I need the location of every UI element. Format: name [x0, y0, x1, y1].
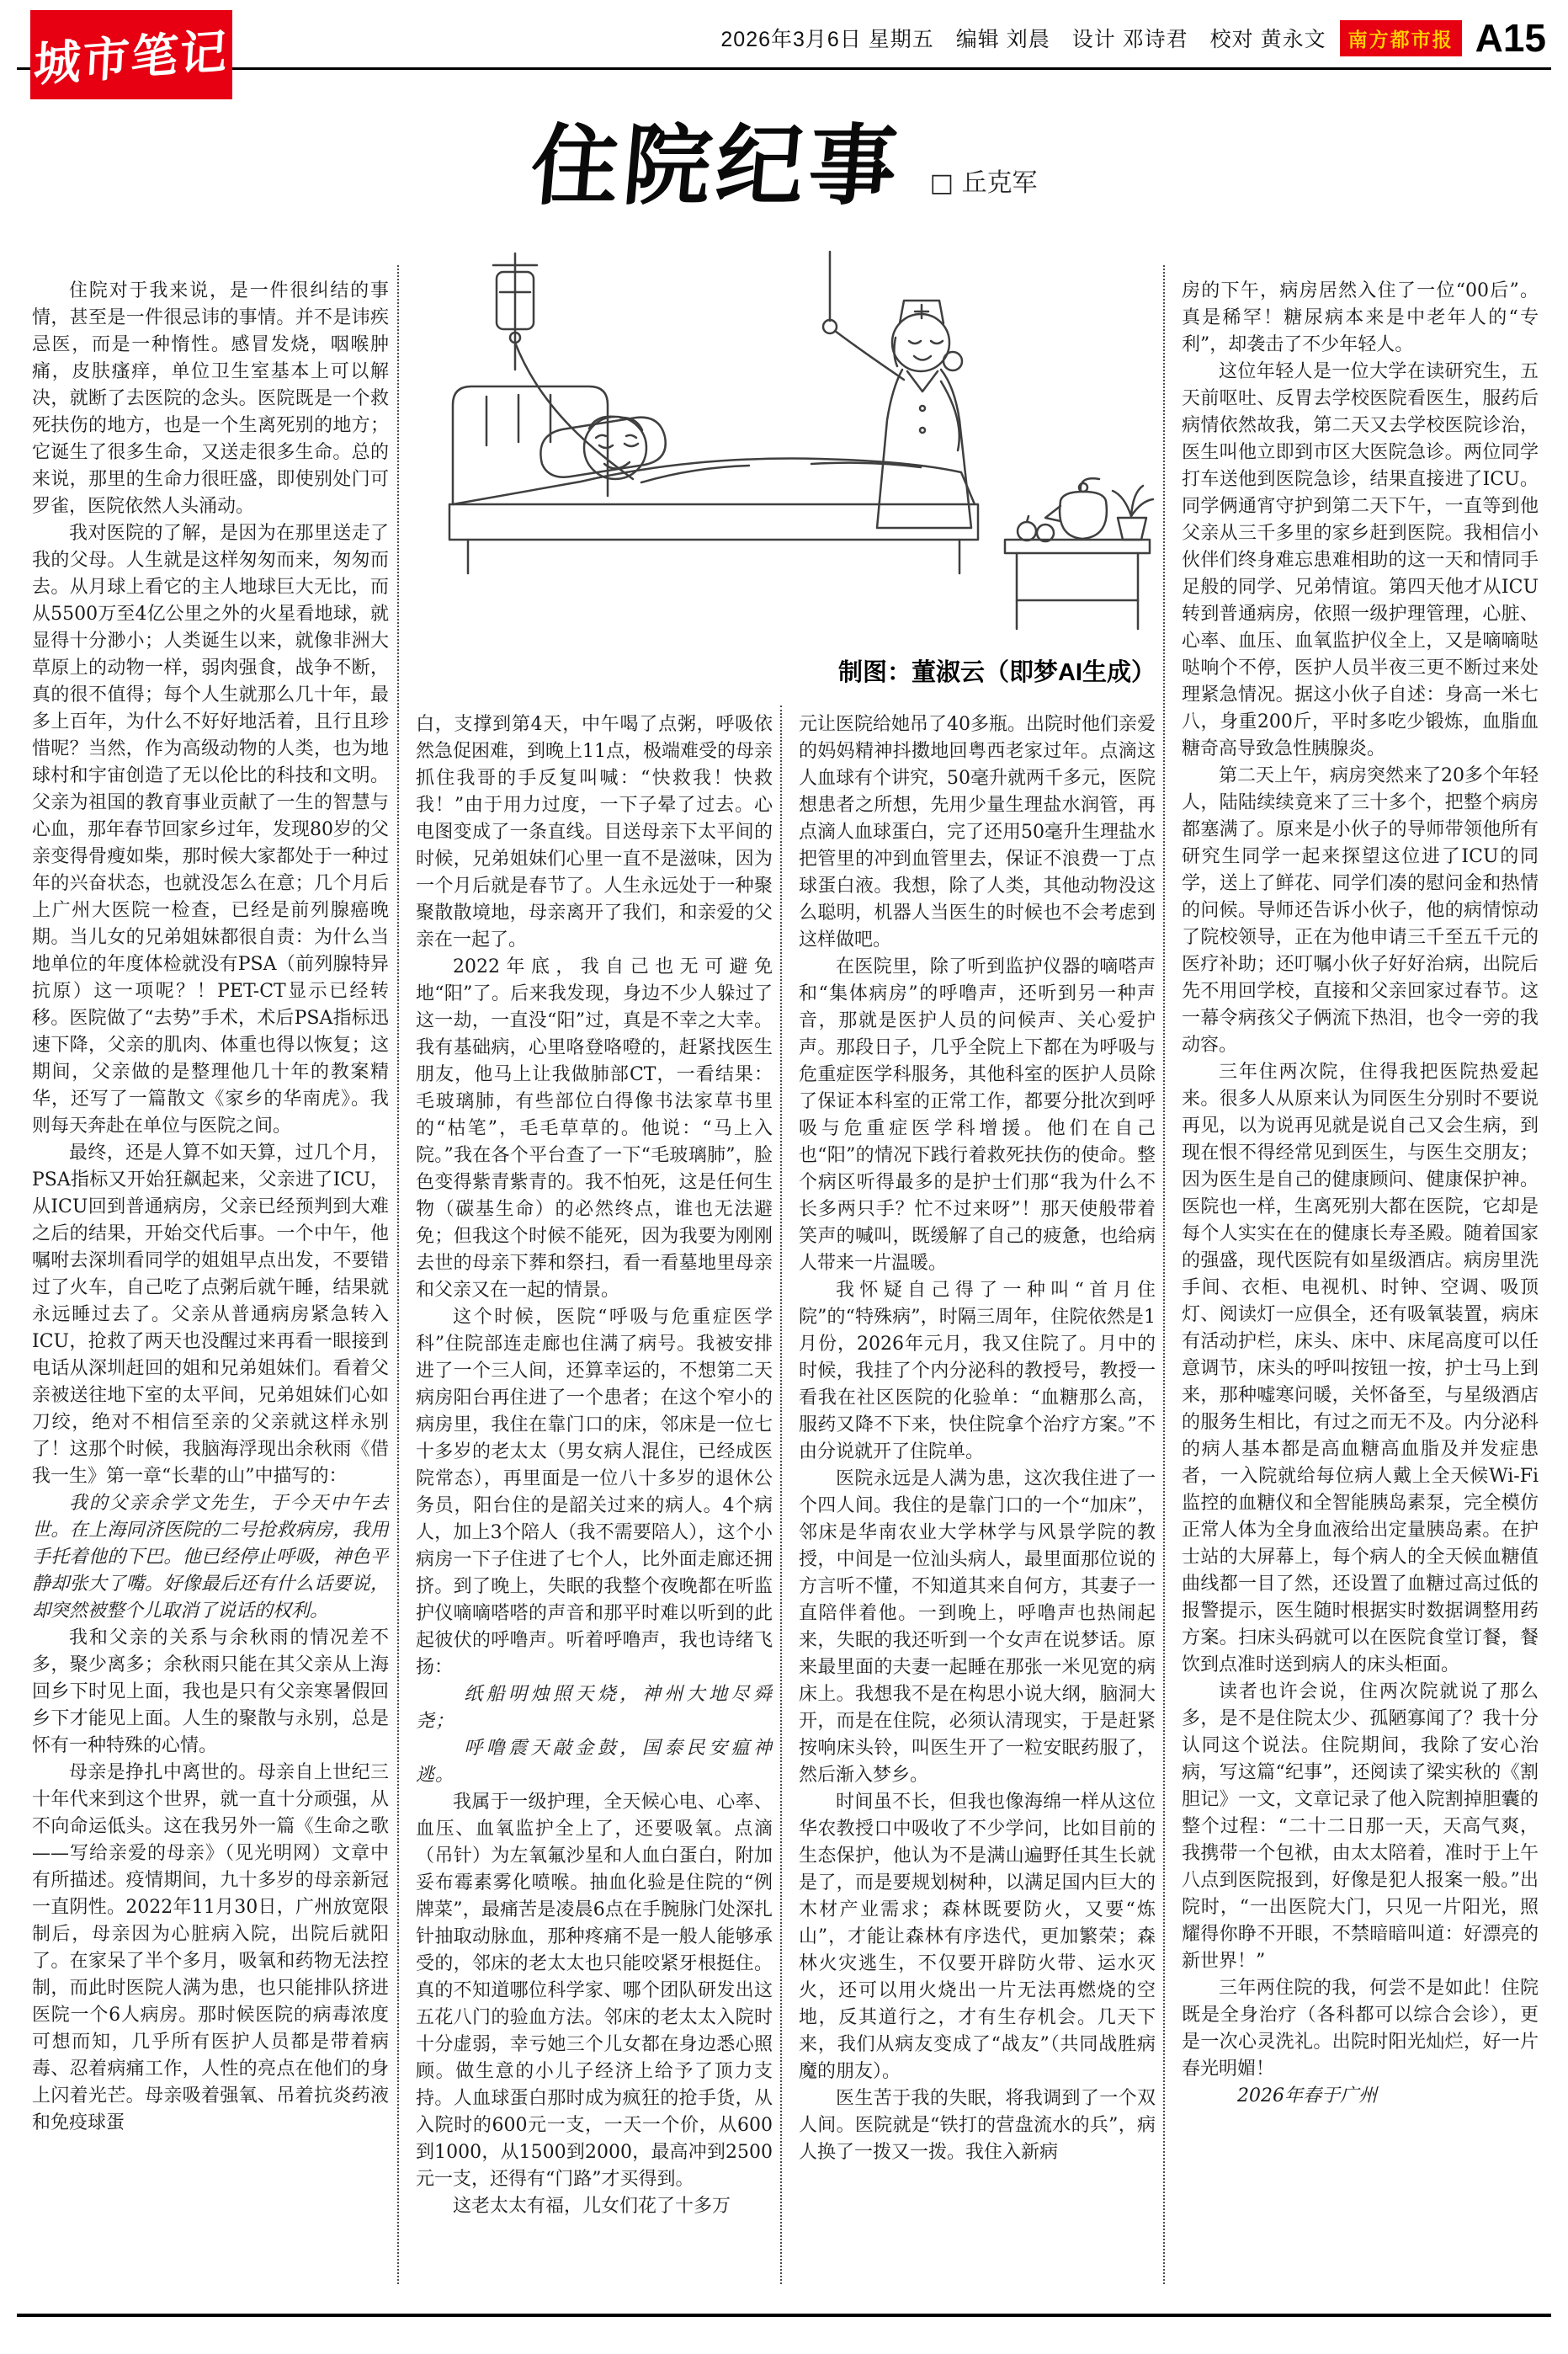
- article-paragraph: 我的父亲余学文先生，于今天中午去世。在上海同济医院的二号抢救病房，我用手托着他的下巴。他已经停止呼吸，神色平静却张大了嘴。好像最后还有什么话要说，却突然被整个儿取消了说话的权利。: [32, 1493, 389, 1622]
- article-paragraph: 母亲是挣扎中离世的。母亲自上世纪三十年代来到这个世界，就一直十分顽强，从不向命运低头。这在我另外一篇《生命之歌——写给亲爱的母亲》（见光明网）文章中有所描述。疫情期间，九十多岁的母亲新冠一直阴性。2022年11月30日，广州放宽限制后，母亲因为心脏病入院，出院后就阳了。在家呆了半个多月，吸氧和药物无法控制，而此时医院人满为患，也只能排队挤进医院一个6人病房。那时候医院的病毒浓度可想而知，几乎所有医护人员都是带着病毒、忍着病痛工作，人性的亮点在他们的身上闪着光芒。母亲吸着强氧、吊着抗炎药液和免疫球蛋: [32, 1762, 389, 2133]
- page-number: A15: [1475, 16, 1546, 60]
- hospital-illustration: [416, 242, 1156, 640]
- article-paragraph: 这个时候，医院“呼吸与危重症医学科”住院部连走廊也住满了病号。我被安排进了一个三人间，还算幸运的，不想第二天病房阳台再住进了一个患者；在这个窄小的病房里，我住在靠门口的床，邻床是一位七十多岁的老太太（男女病人混住，已经成医院常态），再里面是一位八十多岁的退休公务员，阳台住的是韶关过来的病人。4个病人，加上3个陪人（我不需要陪人），这个小病房一下子住进了七个人，比外面走廊还拥挤。到了晚上，失眠的我整个夜晚都在听监护仪嘀嘀嗒嗒的声音和那平时难以听到的此起彼伏的呼噜声。听着呼噜声，我也诗绪飞扬：: [416, 1307, 773, 1678]
- text-column-1: [32, 278, 389, 2294]
- article-paragraph: 房的下午，病房居然入住了一位“00后”。真是稀罕！糖尿病本来是中老年人的“专利”，却袭击了不少年轻人。: [1182, 280, 1539, 355]
- header-meta: [720, 16, 1546, 60]
- article-paragraph: 2026年春于广州: [1237, 2085, 1377, 2106]
- column-separator-2: [780, 706, 782, 2284]
- article-paragraph: 在医院里，除了听到监护仪器的嘀嗒声和“集体病房”的呼噜声，还听到另一种声音，那就是医护人员的问候声、关心爱护声。那段日子，几乎全院上下都在为呼吸与危重症医学科服务，其他科室的医护人员除了保证本科室的正常工作，都要分批次到呼吸与危重症医学科增援。他们在自己也“阳”的情况下践行着救死扶伤的使命。整个病区听得最多的是护士们那“我为什么不长多两只手？忙不过来呀”！那天使般带着笑声的喊叫，既缓解了自己的疲惫，也给病人带来一片温暖。: [799, 956, 1156, 1274]
- article-paragraph: 纸船明烛照天烧，神州大地尽舜尧；: [416, 1684, 773, 1732]
- article-title: 住院纪事: [526, 118, 906, 216]
- article-paragraph: 呼噜震天敲金鼓，国泰民安瘟神逃。: [416, 1738, 773, 1786]
- article-paragraph: 元让医院给她吊了40多瓶。出院时他们亲爱的妈妈精神抖擞地回粤西老家过年。点滴这人血球有个讲究，50毫升就两千多元，医院想患者之所想，先用少量生理盐水润管，再点滴人血球蛋白，完了还用50毫升生理盐水把管里的冲到血管里去，保证不浪费一丁点球蛋白液。我想，除了人类，其他动物没这么聪明，机器人当医生的时候也不会考虑到这样做吧。: [799, 714, 1156, 951]
- article-paragraph: 医生苦于我的失眠，将我调到了一个双人间。医院就是“铁打的营盘流水的兵”，病人换了一拨又一拨。我住入新病: [799, 2088, 1156, 2163]
- footer-divider: [17, 2314, 1551, 2317]
- date-editors-line: 2026年3月6日 星期五 编辑 刘晨 设计 邓诗君 校对 黄永文: [720, 28, 1326, 51]
- article-paragraph: 我怀疑自己得了一种叫“首月住院”的“特殊病”，时隔三周年，住院依然是1月份，2026年元月，我又住院了。月中的时候，我挂了个内分泌科的教授号，教授一看我在社区医院的化验单：“血糖那么高，服药又降不下来，快住院拿个治疗方案。”不由分说就开了住院单。: [799, 1280, 1156, 1462]
- hospital-line-art-svg: [416, 242, 1156, 640]
- article-paragraph: 我和父亲的关系与余秋雨的情况差不多，聚少离多；余秋雨只能在其父亲从上海回乡下时见上面，我也是只有父亲寒暑假回乡下才能见上面。人生的聚散与永别，总是怀有一种特殊的心情。: [32, 1627, 389, 1756]
- article-paragraph: 时间虽不长，但我也像海绵一样从这位华农教授口中吸收了不少学问，比如目前的生态保护，他认为不是满山遍野任其生长就是了，而是要规划树种，以满足国内巨大的木材产业需求；森林既要防火，又要“炼山”，才能让森林有序迭代，更加繁荣；森林火灾逃生，不仅要开辟防火带、运水灭火，还可以用火烧出一片无法再燃烧的空地，反其道行之，才有生存机会。几天下来，我们从病友变成了“战友”（共同战胜病魔的朋友）。: [799, 1792, 1156, 2082]
- section-title: 城市笔记: [32, 24, 231, 92]
- article-paragraph: 读者也许会说，住两次院就说了那么多，是不是住院太少、孤陋寡闻了？我十分认同这个说法。住院期间，我除了安心治病，写这篇“纪事”，还阅读了梁实秋的《割胆记》一文，文章记录了他入院割掉胆囊的整个过程：“二十二日那一天，天高气爽，我携带一个包袱，由太太陪着，准时于上午八点到医院报到，好像是犯人报案一般。”出院时，“一出医院大门，只见一片阳光，照耀得你睁不开眼，不禁暗暗叫道：好漂亮的新世界！”: [1182, 1681, 1539, 1972]
- article-byline: □ 丘克军: [929, 168, 1038, 198]
- article-paragraph: 这位年轻人是一位大学在读研究生，五天前呕吐、反胃去学校医院看医生，服药后病情依然故我，第二天又去学校医院诊治，医生叫他立即到市区大医院急诊。两位同学打车送他到医院急诊，结果直接进了ICU。同学俩通宵守护到第二天下午，一直等到他父亲从三千多里的家乡赶到医院。我相信小伙伴们终身难忘患难相助的这一天和情同手足般的同学、兄弟情谊。第四天他才从ICU转到普通病房，依照一级护理管理，心脏、心率、血压、血氧监护仪全上，又是嘀嘀哒哒响个不停，医护人员半夜三更不断过来处理紧急情况。据这小伙子自述：身高一米七八，身重200斤，平时多吃少锻炼，血脂血糖奇高导致急性胰腺炎。: [1182, 361, 1539, 759]
- column-separator-1: [397, 265, 399, 2284]
- article-paragraph: 我对医院的了解，是因为在那里送走了我的父母。人生就是这样匆匆而来，匆匆而去。从月球上看它的主人地球巨大无比，而从5500万至4亿公里之外的火星看地球，就显得十分渺小；人类诞生以来，就像非洲大草原上的动物一样，弱肉强食，战争不断，真的很不值得；每个人生就那么几十年，最多上百年，为什么不好好地活着，且行且珍惜呢？当然，作为高级动物的人类，也为地球村和宇宙创造了无以伦比的科技和文明。父亲为祖国的教育事业贡献了一生的智慧与心血，那年春节回家乡过年，发现80岁的父亲变得骨瘦如柴，那时候大家都处于一种过年的兴奋状态，也就没怎么在意；几个月后上广州大医院一检查，已经是前列腺癌晚期。当儿女的兄弟姐妹都很自责：为什么当地单位的年度体检就没有PSA（前列腺特异抗原）这一项呢？！PET-CT显示已经转移。医院做了“去势”手术，术后PSA指标迅速下降，父亲的肌肉、体重也得以恢复；这期间，父亲做的是整理他几十年的教案精华，还写了一篇散文《家乡的华南虎》。我则每天奔赴在单位与医院之间。: [32, 523, 389, 1137]
- article-paragraph: 最终，还是人算不如天算，过几个月，PSA指标又开始狂飙起来，父亲进了ICU，从ICU回到普通病房，父亲已经预判到大难之后的结果，开始交代后事。一个中午，他嘱咐去深圳看同学的姐姐早点出发，不要错过了火车，自己吃了点粥后就午睡，结果就永远睡过去了。父亲从普通病房紧急转入ICU，抢救了两天也没醒过来再看一眼接到电话从深圳赶回的姐和兄弟姐妹们。看着父亲被送往地下室的太平间，兄弟姐妹们心如刀绞，绝对不相信至亲的父亲就这样永别了！这那个时候，我脑海浮现出余秋雨《借我一生》第一章“长辈的山”中描写的：: [32, 1142, 389, 1487]
- article-paragraph: 2022年底，我自己也无可避免地“阳”了。后来我发现，身边不少人躲过了这一劫，一直没“阳”过，真是不幸之大幸。我有基础病，心里咯登咯噔的，赶紧找医生朋友，他马上让我做肺部CT，一看结果：毛玻璃肺，有些部位白得像书法家草书里的“枯笔”，毛毛草草的。他说：“马上入院。”我在各个平台查了一下“毛玻璃肺”，脸色变得紫青紫青的。我不怕死，这是任何生物（碳基生命）的必然终点，谁也无法避免；但我这个时候不能死，因为我要为刚刚去世的母亲下葬和祭扫，看一看墓地里母亲和父亲又在一起的情景。: [416, 956, 773, 1301]
- article-paragraph: 三年两住院的我，何尝不是如此！住院既是全身治疗（各科都可以综合会诊），更是一次心灵洗礼。出院时阳光灿烂，好一片春光明媚！: [1182, 1978, 1539, 2080]
- text-column-4: [1182, 278, 1539, 2294]
- article-paragraph: 住院对于我来说，是一件很纠结的事情，甚至是一件很忌讳的事情。并不是讳疾忌医，而是一种惰性。感冒发烧，咽喉肿痛，皮肤瘙痒，单位卫生室基本上可以解决，就断了去医院的念头。医院既是一个救死扶伤的地方，也是一个生离死别的地方；它诞生了很多生命，又送走很多生命。总的来说，那里的生命力很旺盛，即使别处门可罗雀，医院依然人头涌动。: [32, 280, 389, 517]
- title-block: [0, 118, 1568, 216]
- article-paragraph: 医院永远是人满为患，这次我住进了一个四人间。我住的是靠门口的一个“加床”，邻床是华南农业大学林学与风景学院的教授，中间是一位汕头病人，最里面那位说的方言听不懂，不知道其来自何方，其妻子一直陪伴着他。一到晚上，呼噜声也热闹起来，失眠的我还听到一个女声在说梦话。原来最里面的夫妻一起睡在那张一米见宽的病床上。我想我不是在构思小说大纲，脑洞大开，而是在住院，必须认清现实，于是赶紧按响床头铃，叫医生开了一粒安眠药服了，然后渐入梦乡。: [799, 1468, 1156, 1786]
- text-column-2: [416, 711, 773, 2290]
- article-paragraph: 第二天上午，病房突然来了20多个年轻人，陆陆续续竟来了三十多个，把整个病房都塞满了。原来是小伙子的导师带领他所有研究生同学一起来探望这位进了ICU的同学，送上了鲜花、同学们凑的慰问金和热情的问候。导师还告诉小伙子，他的病情惊动了院校领导，正在为他申请三千至五千元的医疗补助；还叮嘱小伙子好好治病，出院后先不用回学校，直接和父亲回家过春节。这一幕令病孩父子俩流下热泪，也令一旁的我动容。: [1182, 765, 1539, 1056]
- section-masthead: [30, 10, 232, 99]
- column-separator-3: [1163, 265, 1165, 2284]
- text-column-3: [799, 711, 1156, 2290]
- article-paragraph: 我属于一级护理，全天候心电、心率、血压、血氧监护全上了，还要吸氧。点滴（吊针）为左氧氟沙星和人血白蛋白，附加妥布霉素雾化喷喉。抽血化验是住院的“例牌菜”，最痛苦是凌晨6点在手腕脉门处深扎针抽取动脉血，那种疼痛不是一般人能够承受的，邻床的老太太也只能咬紧牙根挺住。真的不知道哪位科学家、哪个团队研发出这五花八门的验血方法。邻床的老太太入院时十分虚弱，幸亏她三个儿女都在身边悉心照顾。做生意的小儿子经济上给予了顶力支持。人血球蛋白那时成为疯狂的抢手货，从入院时的600元一支，一天一个价，从600到1000，从1500到2000，最高冲到2500元一支，还得有“门路”才买得到。: [416, 1792, 773, 2190]
- article-paragraph: 这老太太有福，儿女们花了十多万: [453, 2196, 731, 2217]
- header-divider: [17, 67, 1551, 70]
- article-paragraph: 白，支撑到第4天，中午喝了点粥，呼吸依然急促困难，到晚上11点，极端难受的母亲抓住我哥的手反复叫喊：“快救我！快救我！”由于用力过度，一下子晕了过去。心电图变成了一条直线。目送母亲下太平间的时候，兄弟姐妹们心里一直不是滋味，因为一个月后就是春节了。人生永远处于一种聚聚散散境地，母亲离开了我们，和亲爱的父亲在一起了。: [416, 714, 773, 951]
- illustration-caption: 制图：董淑云（即梦AI生成）: [837, 659, 1156, 686]
- brand-badge: 南方都市报: [1340, 20, 1462, 56]
- article-paragraph: 三年住两次院，住得我把医院热爱起来。很多人从原来认为同医生分别时不要说再见，以为说再见就是说自己又会生病，到现在恨不得经常见到医生，与医生交朋友；因为医生是自己的健康顾问、健康保护神。医院也一样，生离死别大都在医院，它却是每个人实实在在的健康长寿圣殿。随着国家的强盛，现代医院有如星级酒店。病房里洗手间、衣柜、电视机、时钟、空调、吸顶灯、阅读灯一应俱全，还有吸氧装置，病床有活动护栏，床头、床中、床尾高度可以任意调节，床头的呼叫按钮一按，护士马上到来，那种嘘寒问暖，关怀备至，与星级酒店的服务生相比，有过之而无不及。内分泌科的病人基本都是高血糖高血脂及并发症患者，一入院就给每位病人戴上全天候Wi-Fi监控的血糖仪和全智能胰岛素泵，完全模仿正常人体为全身血液给出定量胰岛素。在护士站的大屏幕上，每个病人的全天候血糖值曲线都一目了然，还设置了血糖过高过低的报警提示，医生随时根据实时数据调整用药方案。扫床头码就可以在医院食堂订餐，餐饮到点准时送到病人的床头柜面。: [1182, 1062, 1539, 1675]
